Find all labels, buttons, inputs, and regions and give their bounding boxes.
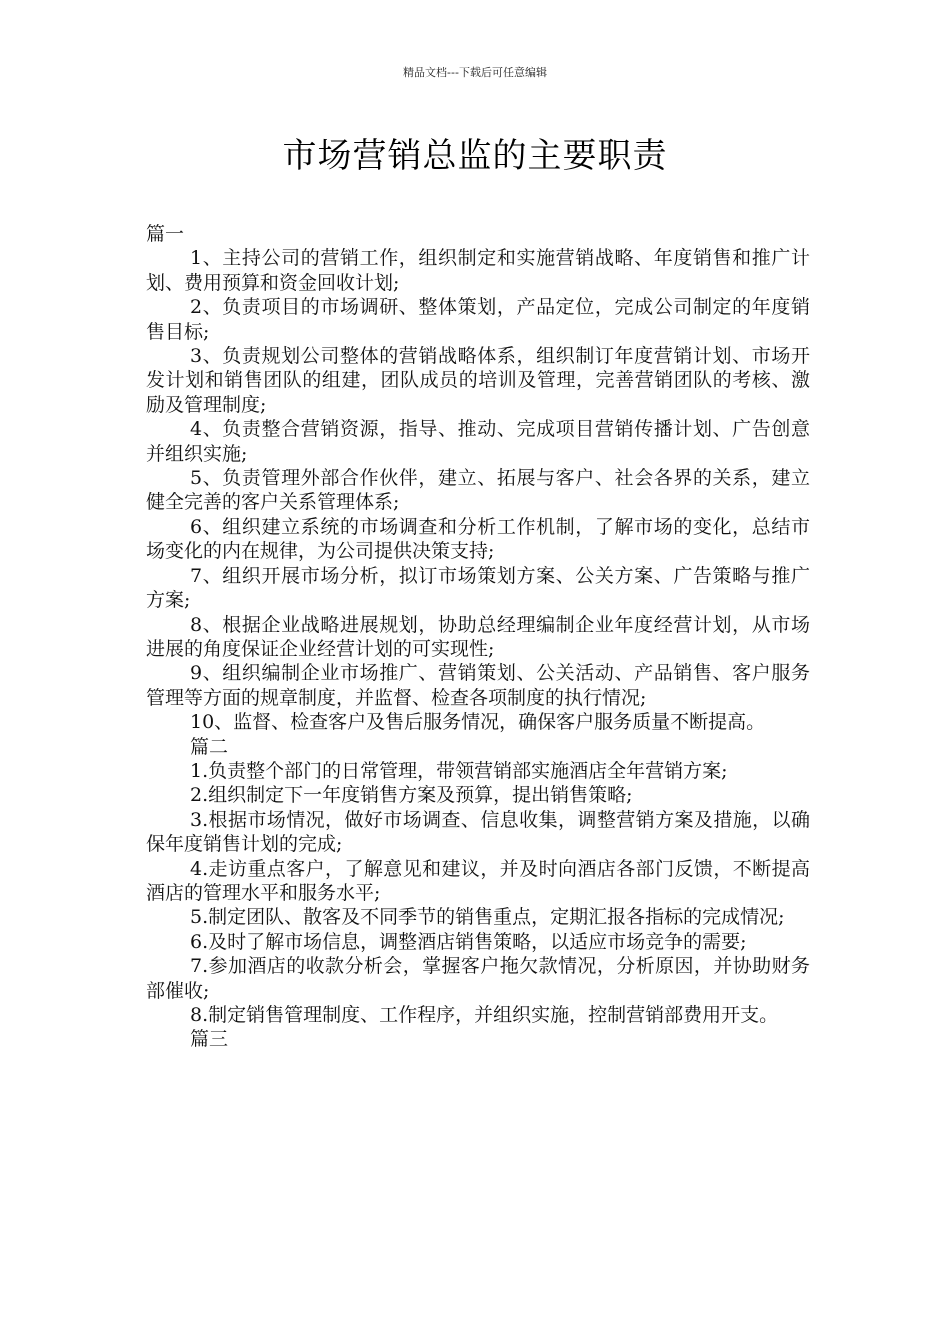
list-item: 3.根据市场情况，做好市场调查、信息收集，调整营销方案及措施，以确保年度销售计划的完成; — [146, 808, 810, 856]
list-item: 10、监督、检查客户及售后服务情况，确保客户服务质量不断提高。 — [190, 711, 766, 734]
list-item: 2.组织制定下一年度销售方案及预算，提出销售策略; — [190, 784, 633, 807]
list-item: 4.走访重点客户，了解意见和建议，并及时向酒店各部门反馈，不断提高酒店的管理水平和服务水平; — [146, 857, 810, 904]
list-item: 8.制定销售管理制度、工作程序，并组织实施，控制营销部费用开支。 — [190, 1004, 779, 1026]
page-header-note: 精品文档---下载后可任意编辑 — [403, 66, 547, 79]
list-item: 6、组织建立系统的市场调查和分析工作机制，了解市场的变化，总结市场变化的内在规律，为公司提供决策支持; — [146, 515, 810, 563]
list-item: 1、主持公司的营销工作，组织制定和实施营销战略、年度销售和推广计划、费用预算和资金回收计划; — [146, 247, 810, 294]
document-title: 市场营销总监的主要职责 — [282, 136, 668, 176]
list-item: 5.制定团队、散客及不同季节的销售重点，定期汇报各指标的完成情况; — [190, 906, 785, 929]
section-heading-1: 篇一 — [146, 223, 185, 245]
list-item: 6.及时了解市场信息，调整酒店销售策略，以适应市场竞争的需要; — [190, 930, 747, 953]
list-item: 5、负责管理外部合作伙伴，建立、拓展与客户、社会各界的关系，建立健全完善的客户关系管理体系; — [146, 467, 810, 514]
section-heading-3: 篇三 — [190, 1028, 229, 1051]
list-item: 4、负责整合营销资源，指导、推动、完成项目营销传播计划、广告创意并组织实施; — [146, 418, 810, 465]
list-item: 7、组织开展市场分析，拟订市场策划方案、公关方案、广告策略与推广方案; — [146, 564, 810, 612]
document-body — [146, 222, 810, 1052]
section-heading-2: 篇二 — [190, 735, 229, 758]
list-item: 3、负责规划公司整体的营销战略体系，组织制订年度营销计划、市场开发计划和销售团队的组建，团队成员的培训及管理，完善营销团队的考核、激励及管理制度; — [146, 345, 810, 416]
list-item: 8、根据企业战略进展规划，协助总经理编制企业年度经营计划，从市场进展的角度保证企业经营计划的可实现性; — [146, 613, 810, 660]
list-item: 7.参加酒店的收款分析会，掌握客户拖欠款情况，分析原因，并协助财务部催收; — [146, 955, 810, 1002]
list-item: 1.负责整个部门的日常管理，带领营销部实施酒店全年营销方案; — [190, 759, 728, 782]
list-item: 9、组织编制企业市场推广、营销策划、公关活动、产品销售、客户服务管理等方面的规章制度，并监督、检查各项制度的执行情况; — [146, 662, 810, 709]
list-item: 2、负责项目的市场调研、整体策划，产品定位，完成公司制定的年度销售目标; — [146, 296, 810, 343]
